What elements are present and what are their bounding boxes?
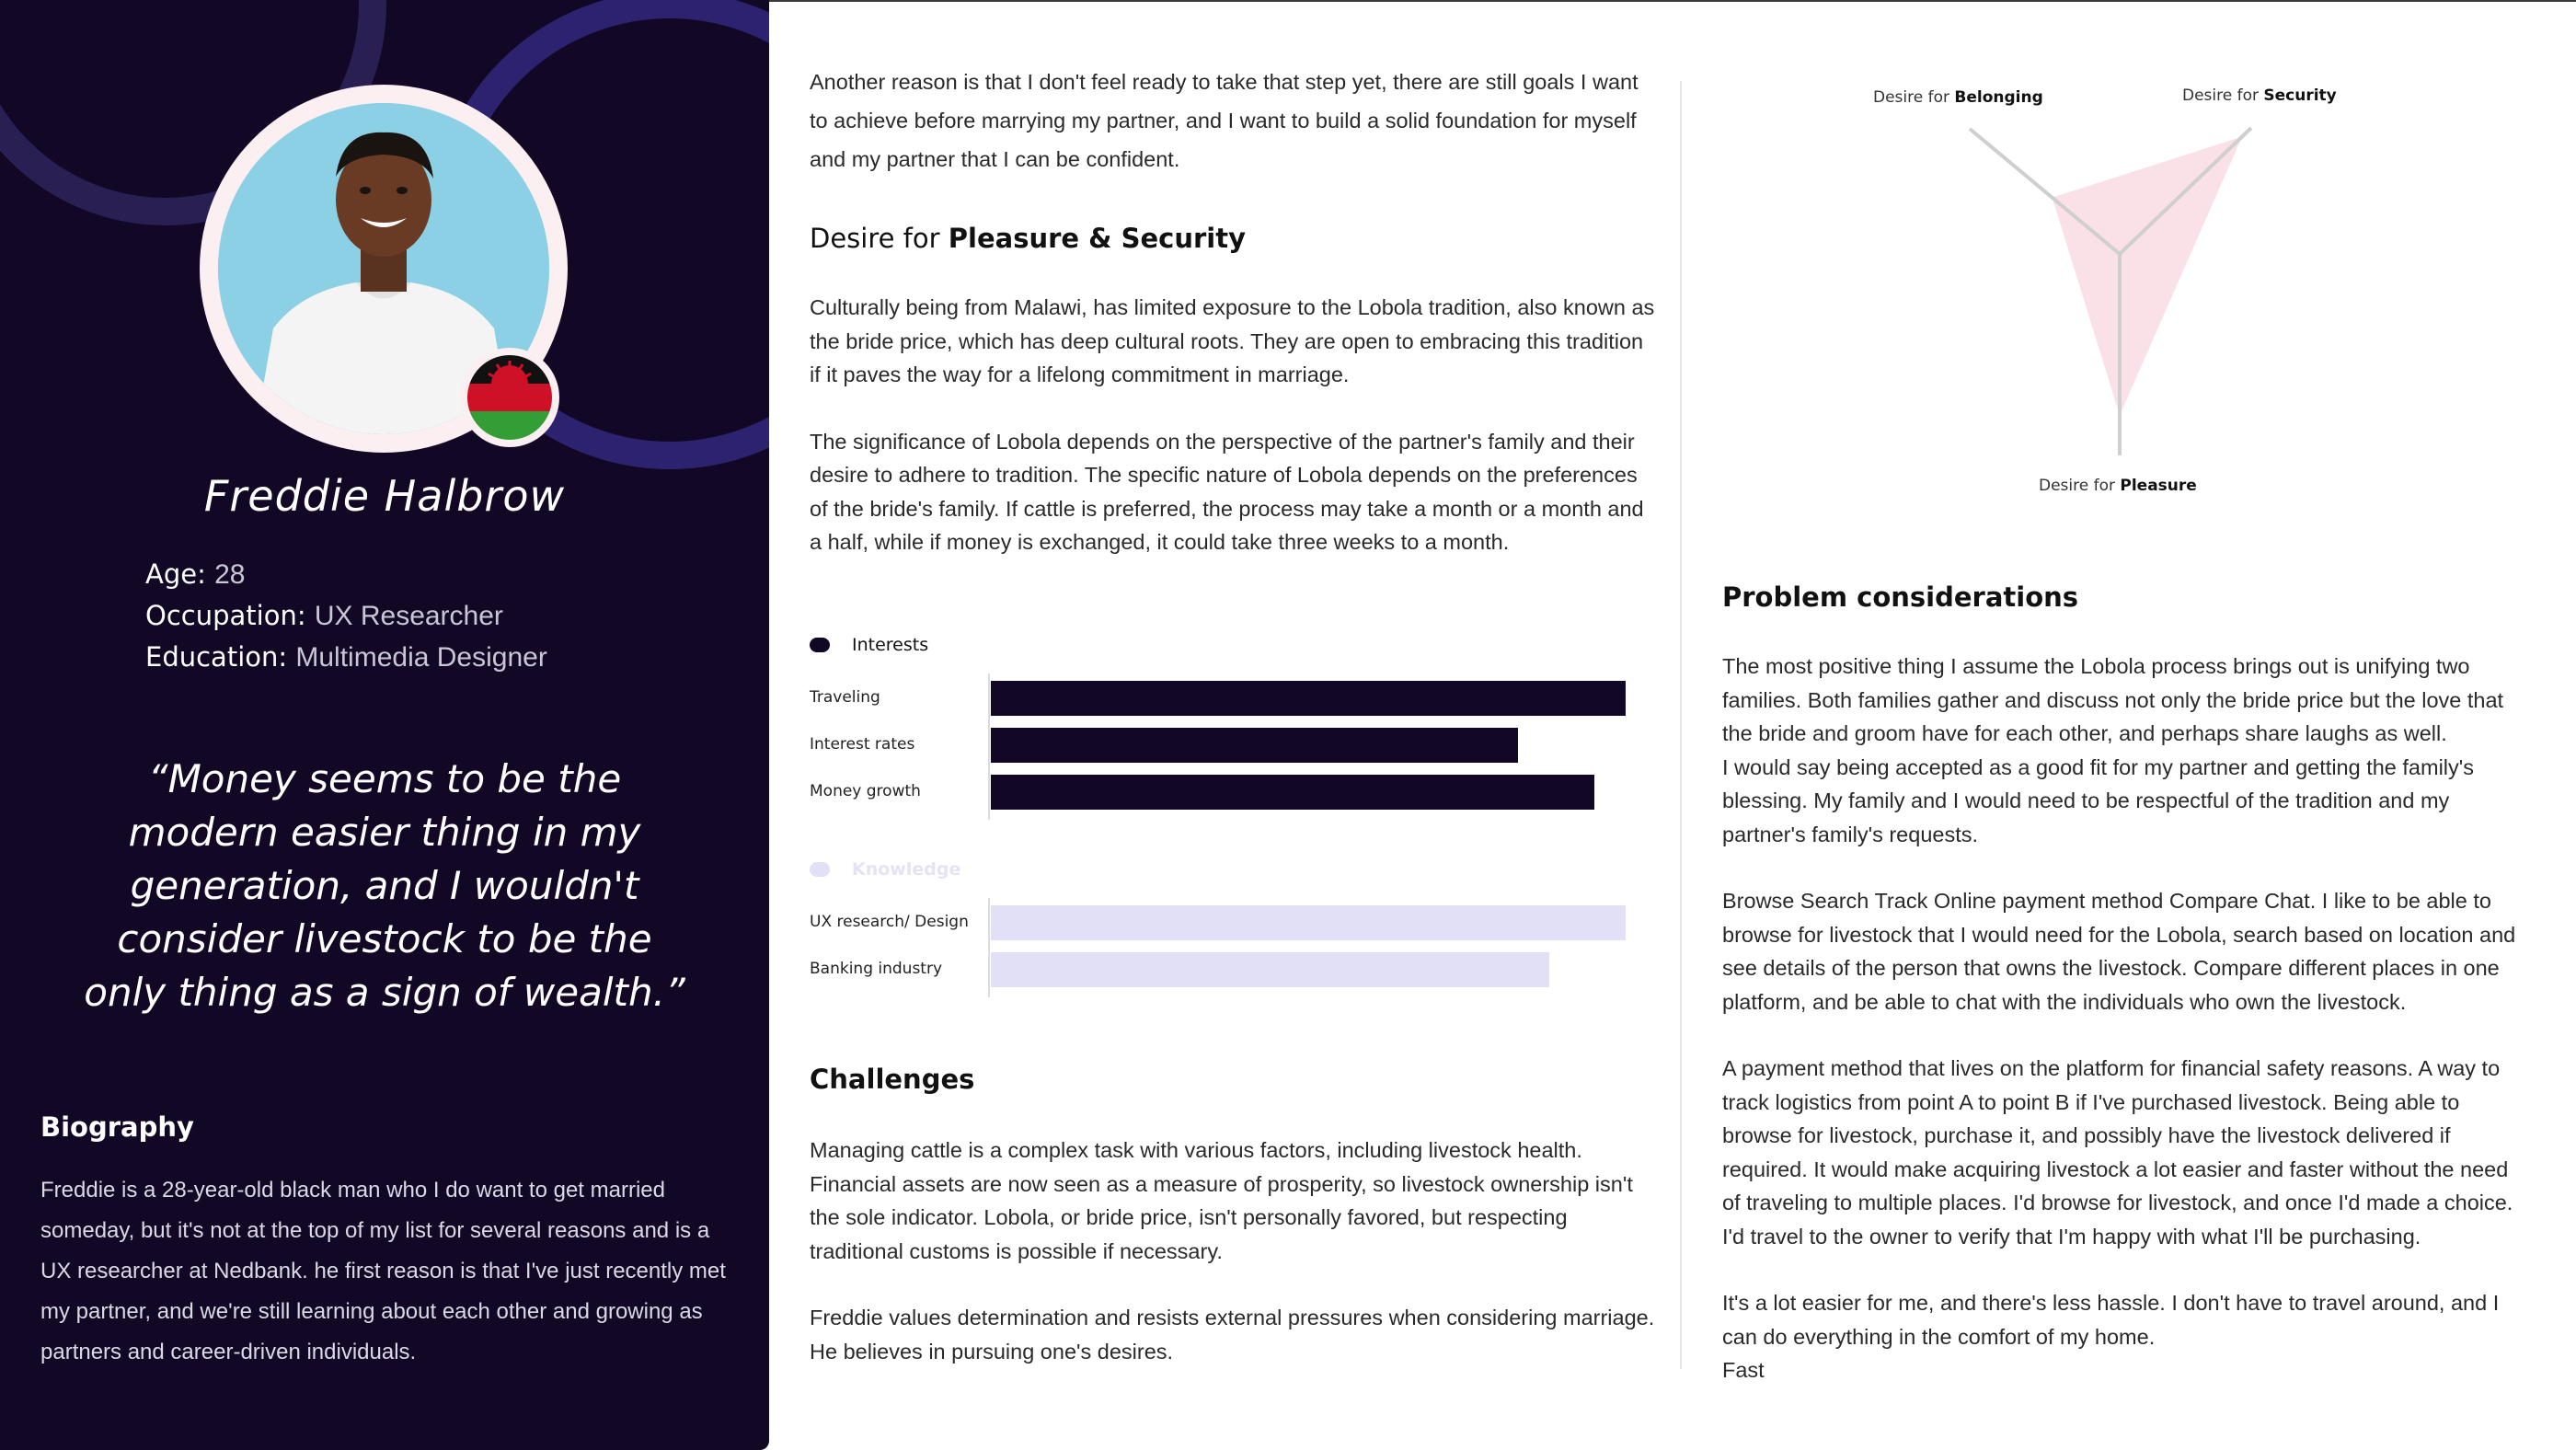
challenges-heading: Challenges [810,1064,975,1095]
intro-paragraph: Another reason is that I don't feel ready to take that step yet, there are still goals I want to achieve before marrying my partner, and I want to build a solid foundation for myself and my partner that I can be confident. [810,70,1639,171]
persona-facts [145,554,547,678]
challenges-paragraph-1: Managing cattle is a complex task with various factors, including livestock health. Financial assets are now seen as a measure of prosperity, so livestock ownership isn't the sole indicator. Lobola, or bride price, isn't personally favored, but respecting traditional customs is possible if necessary. [810,1138,1633,1263]
desire-heading [810,223,1656,254]
legend-label: Interests [852,635,929,655]
desire-section [810,291,1656,559]
malawi-flag-icon [467,355,552,440]
occupation-value: UX Researcher [314,601,503,631]
occupation-row [145,595,547,637]
radar-value-area [2053,137,2242,416]
education-label: Education: [145,641,288,673]
radar-label-name: Pleasure [2120,477,2197,495]
problem-paragraph-2: I would say being accepted as a good fit for my partner and getting the family's blessing. My family and I would need to be respectful of the tradition and my partner's family's requests. [1722,754,2475,846]
persona-quote: “Money seems to be the modern easier thing in my generation, and I wouldn't consider livestock to be the only thing as a sign of wealth.” [84,756,685,1015]
desire-paragraph-2: The significance of Lobola depends on the perspective of the partner's family and their desire to adhere to tradition. The specific nature of Lobola depends on the preferences of the bride's family. If cattle is preferred, the process may take a month or a month and a half, while if money is exchanged, it could take three weeks to a month. [810,429,1644,554]
radar-label-prefix: Desire for [2182,86,2264,105]
problem-paragraph-6: Fast [1722,1358,1765,1382]
intro-section [810,63,1656,178]
legend-swatch [810,638,830,652]
column-divider [1680,81,1682,1369]
biography-title: Biography [40,1111,194,1143]
radar-label-name: Security [2263,86,2337,105]
radar-label-pleasure [2039,477,2197,495]
problem-paragraph-1: The most positive thing I assume the Lobola process brings out is unifying two families. Both families gather and discuss not only the bride price but the love that the bride and groom have for each other, and perhaps share laughs as well. [1722,654,2504,745]
challenges-section [810,1134,1656,1368]
problem-section [1722,650,2532,1387]
bar-label: Money growth [810,782,921,800]
problem-heading: Problem considerations [1722,581,2079,613]
age-label: Age: [145,558,206,590]
age-row [145,554,547,595]
challenges-paragraph-2: Freddie values determination and resists external pressures when considering marriage. He believes in pursuing one's desires. [810,1306,1655,1364]
occupation-label: Occupation: [145,600,306,631]
problem-title [1722,581,2532,613]
bar-interests [991,681,1626,716]
bar-knowledge [991,952,1549,987]
legend-swatch [810,862,830,877]
radar-label-prefix: Desire for [1873,88,1955,107]
legend-interests [810,635,928,655]
radar-label-name: Belonging [1954,88,2043,107]
problem-paragraph-4: A payment method that lives on the platform for financial safety reasons. A way to track logistics from point A to point B if I've purchased livestock. Being able to browse for livestock, purchase it, and possibly have the livestock delivered if required. It would make acquiring livestock a lot easier and faster without the need of traveling to multiple places. I'd browse for livestock, and once I'd made a choice. I'd travel to the owner to verify that I'm happy with what I'll be purchasing. [1722,1056,2513,1249]
bar-interests [991,728,1518,763]
bar-axis [988,898,990,997]
desire-heading-prefix: Desire for [810,223,949,254]
bar-axis [988,673,990,820]
biography-text: Freddie is a 28-year-old black man who I do want to get married someday, but it's not at the top of my list for several reasons and is a UX researcher at Nedbank. he first reason is that I've just recently met my partner, and we're still learning about each other and growing as partners and career-driven individuals. [40,1178,726,1364]
persona-name: Freddie Halbrow [203,471,566,521]
radar-label-belonging [1873,88,2043,107]
radar-label-prefix: Desire for [2039,477,2121,495]
country-flag [460,348,559,447]
education-row [145,637,547,678]
bar-interests [991,775,1594,810]
desire-radar-chart [1840,74,2429,515]
bar-label: Interest rates [810,735,915,754]
bar-label: Traveling [810,688,880,707]
problem-paragraph-5: It's a lot easier for me, and there's less hassle. I don't have to travel around, and I can do everything in the comfort of my home. [1722,1291,2500,1349]
bar-label: Banking industry [810,960,943,978]
problem-paragraph-3: Browse Search Track Online payment method Compare Chat. I like to be able to browse for livestock that I would need for the Lobola, search based on location and see details of the person that owns the livestock. Compare different places in one platform, and be able to chat with the individuals who own the livestock. [1722,889,2516,1014]
legend-knowledge [810,859,960,880]
profile-panel [0,0,769,1450]
challenges-title [810,1064,1656,1095]
education-value: Multimedia Designer [295,642,547,673]
legend-label: Knowledge [852,859,961,880]
desire-heading-bold: Pleasure & Security [948,223,1246,254]
bar-knowledge [991,905,1626,940]
radar-label-security [2182,86,2337,105]
desire-paragraph-1: Culturally being from Malawi, has limited exposure to the Lobola tradition, also known as the bride price, which has deep cultural roots. They are open to embracing this tradition if it paves the way for a lifelong commitment in marriage. [810,295,1655,386]
bar-label: UX research/ Design [810,913,969,931]
age-value: 28 [214,559,246,590]
